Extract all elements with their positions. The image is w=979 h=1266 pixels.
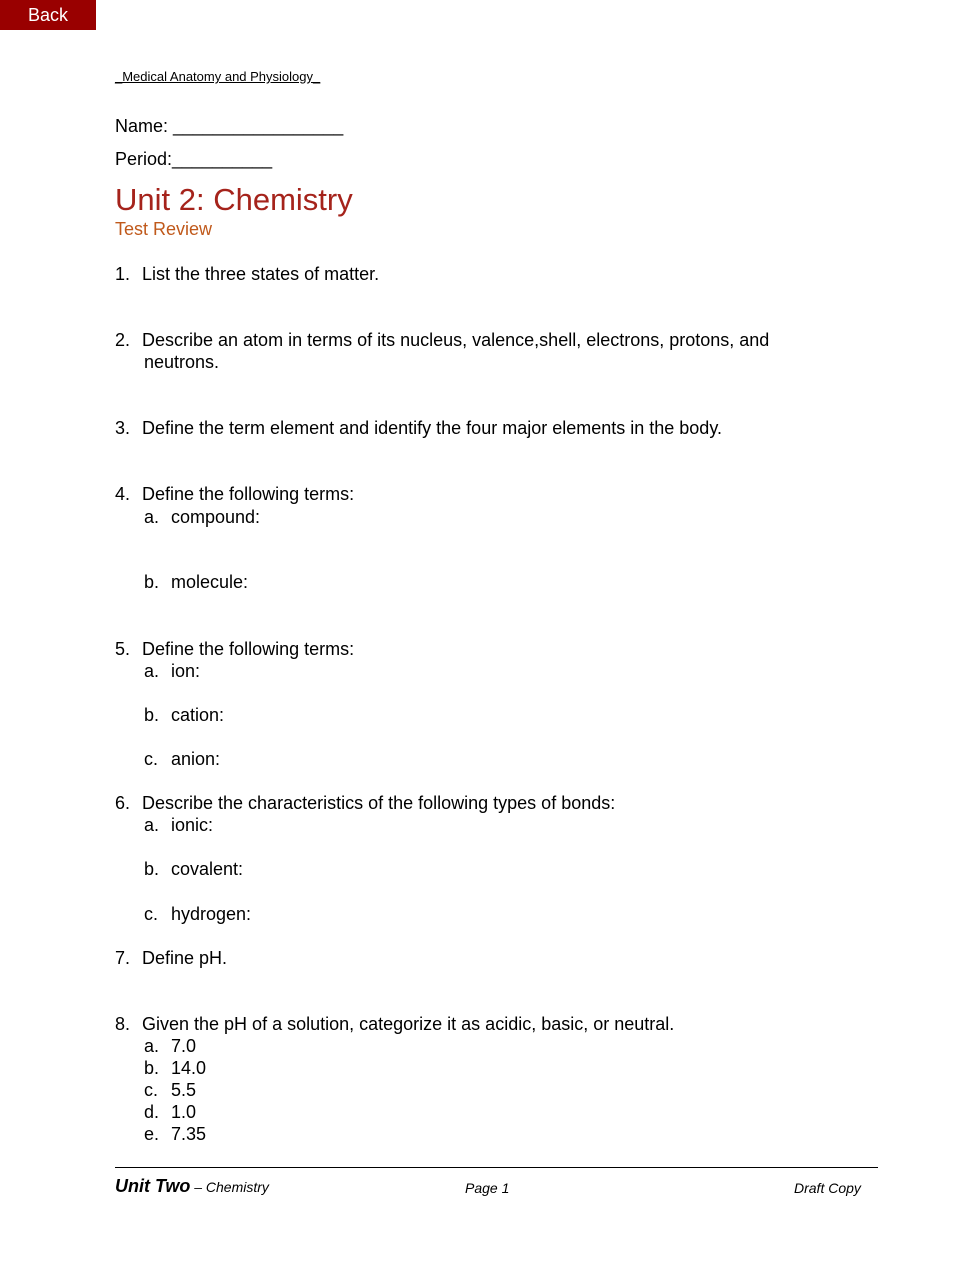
question-number: 3.: [115, 418, 131, 438]
question-number: 5.: [115, 639, 131, 659]
sub-item: a. ion:: [144, 661, 201, 681]
page-subtitle: Test Review: [115, 219, 213, 239]
question-text: Given the pH of a solution, categorize it as acidic, basic, or neutral.: [142, 1014, 675, 1034]
sub-item: b. covalent:: [144, 859, 244, 879]
sub-item: c. hydrogen:: [144, 904, 252, 924]
question-number: 6.: [115, 793, 131, 813]
footer-divider: [115, 1167, 878, 1168]
sub-item: a. ionic:: [144, 815, 214, 835]
question-text: Describe the characteristics of the following types of bonds:: [142, 793, 616, 813]
period-field: Period:__________: [115, 149, 273, 169]
question-text: Define the following terms:: [142, 484, 355, 504]
question-8: [115, 1013, 674, 1035]
sub-item: b. molecule:: [144, 572, 249, 592]
sub-item: d. 1.0: [144, 1102, 197, 1122]
back-button[interactable]: Back: [0, 0, 96, 30]
question-number: 4.: [115, 484, 131, 504]
footer-unit: Unit Two – Chemistry: [115, 1176, 269, 1196]
question-3: [115, 417, 722, 439]
question-5: [115, 638, 354, 660]
question-6: [115, 792, 615, 814]
question-number: 1.: [115, 264, 131, 284]
course-title: _Medical Anatomy and Physiology_: [115, 69, 321, 84]
question-text: Define pH.: [142, 948, 228, 968]
question-number: 7.: [115, 948, 131, 968]
sub-item: c. 5.5: [144, 1080, 197, 1100]
sub-item: b. cation:: [144, 705, 225, 725]
sub-item: c. anion:: [144, 749, 221, 769]
question-4: [115, 483, 354, 505]
question-text: Define the following terms:: [142, 639, 355, 659]
question-number: 8.: [115, 1014, 131, 1034]
question-text: List the three states of matter.: [142, 264, 380, 284]
sub-item: a. 7.0: [144, 1036, 197, 1056]
sub-item: a. compound:: [144, 507, 261, 527]
page-title: Unit 2: Chemistry: [115, 182, 353, 217]
question-text-continued: neutrons.: [144, 352, 220, 372]
question-number: 2.: [115, 330, 131, 350]
question-text: Describe an atom in terms of its nucleus, valence,shell, electrons, protons, and: [142, 330, 770, 350]
question-2: [115, 329, 769, 373]
footer-status: Draft Copy: [794, 1180, 861, 1196]
footer-page-number: Page 1: [465, 1180, 510, 1196]
sub-item: e. 7.35: [144, 1124, 207, 1144]
name-field: Name: _________________: [115, 116, 344, 136]
sub-item: b. 14.0: [144, 1058, 207, 1078]
question-7: [115, 947, 227, 969]
question-text: Define the term element and identify the four major elements in the body.: [142, 418, 722, 438]
question-1: [115, 263, 379, 285]
